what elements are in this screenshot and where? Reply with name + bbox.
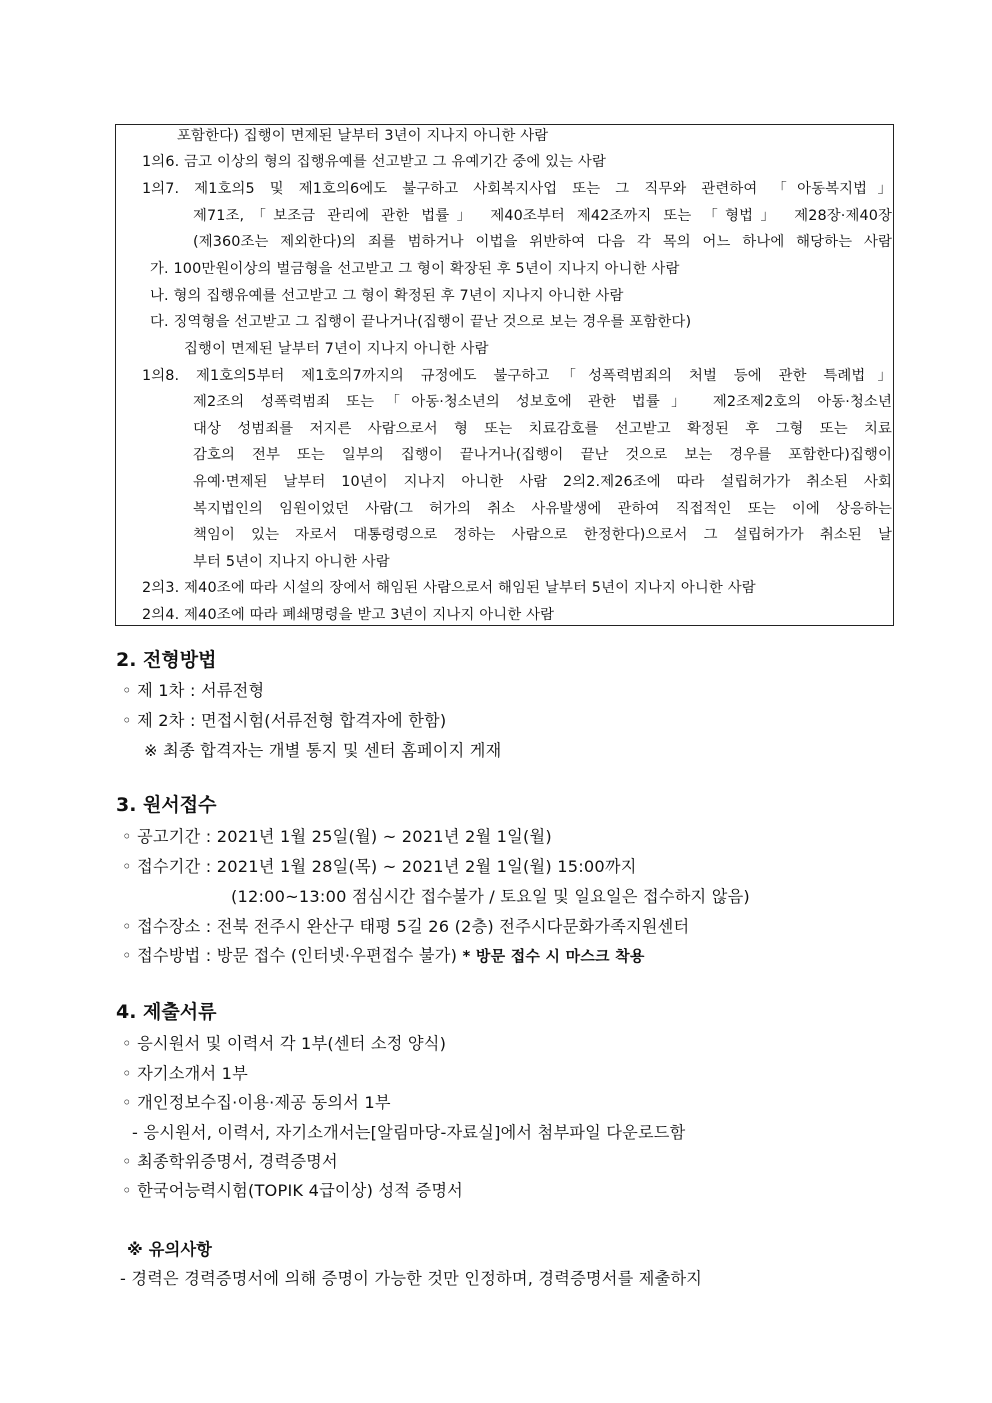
- section-title-selection: 2. 전형방법: [116, 649, 217, 671]
- section-title-application: 3. 원서접수: [116, 794, 217, 816]
- box-line: 대상 성범죄를 저지른 사람으로서 형 또는 치료감호를 선고받고 확정된 후 그형 또는 치료: [193, 421, 892, 437]
- box-line: 책임이 있는 자로서 대통령령으로 정하는 사람으로 한정한다)으로서 그 설립허가가 취소된 날: [193, 527, 892, 543]
- mask-notice: * 방문 접수 시 마스크 착용: [462, 947, 645, 965]
- document-download-note: - 응시원서, 이력서, 자기소개서는[알림마당-자료실]에서 첨부파일 다운로드함: [132, 1123, 686, 1142]
- document-item: ◦ 응시원서 및 이력서 각 1부(센터 소정 양식): [122, 1034, 447, 1053]
- box-line: 1의8. 제1호의5부터 제1호의7까지의 규정에도 불구하고「성폭력범죄의 처벌 등에 관한 특례법」: [142, 368, 892, 384]
- application-period-note: (12:00~13:00 점심시간 접수불가 / 토요일 및 일요일은 접수하지 않음): [231, 887, 750, 906]
- application-period: ◦ 접수기간 : 2021년 1월 28일(목) ~ 2021년 2월 1일(월) 15:00까지: [122, 857, 637, 876]
- document-item: ◦ 자기소개서 1부: [122, 1064, 248, 1083]
- box-line: 1의7. 제1호의5 및 제1호의6에도 불구하고 사회복지사업 또는 그 직무와 관련하여 「아동복지법」: [142, 181, 892, 197]
- document-item: ◦ 개인정보수집·이용·제공 동의서 1부: [122, 1093, 391, 1112]
- box-line: 부터 5년이 지나지 아니한 사람: [193, 554, 390, 570]
- application-place: ◦ 접수장소 : 전북 전주시 완산구 태평 5길 26 (2층) 전주시다문화가족지원센터: [122, 917, 690, 936]
- document-item: ◦ 최종학위증명서, 경력증명서: [122, 1152, 338, 1171]
- box-line: 2의3. 제40조에 따라 시설의 장에서 해임된 사람으로서 해임된 날부터 5년이 지나지 아니한 사람: [142, 580, 756, 596]
- selection-note: ※ 최종 합격자는 개별 통지 및 센터 홈페이지 게재: [144, 741, 502, 760]
- box-line: 2의4. 제40조에 따라 폐쇄명령을 받고 3년이 지나지 아니한 사람: [142, 607, 555, 623]
- section-title-documents: 4. 제출서류: [116, 1001, 217, 1023]
- notice-period: ◦ 공고기간 : 2021년 1월 25일(월) ~ 2021년 2월 1일(월): [122, 827, 552, 846]
- application-method: [122, 945, 645, 967]
- box-line: 가. 100만원이상의 벌금형을 선고받고 그 형이 확장된 후 5년이 지나지 아니한 사람: [150, 261, 680, 277]
- box-line: 다. 징역형을 선고받고 그 집행이 끝나거나(집행이 끝난 것으로 보는 경우를 포함한다): [150, 314, 692, 330]
- box-line: 유예·면제된 날부터 10년이 지나지 아니한 사람 2의2.제26조에 따라 설립허가가 취소된 사회: [193, 474, 892, 490]
- box-line: (제360조는 제외한다)의 죄를 범하거나 이법을 위반하여 다음 각 목의 어느 하나에 해당하는 사람: [193, 234, 892, 250]
- selection-step-1: ◦ 제 1차 : 서류전형: [122, 681, 265, 700]
- box-line: 제2조의 성폭력범죄 또는「아동·청소년의 성보호에 관한 법률」 제2조제2호의 아동·청소년: [193, 394, 892, 410]
- notes-line: - 경력은 경력증명서에 의해 증명이 가능한 것만 인정하며, 경력증명서를 제출하지: [120, 1269, 703, 1288]
- box-line: 제71조,「보조금 관리에 관한 법률」 제40조부터 제42조까지 또는 「형법」 제28장·제40장: [193, 208, 892, 224]
- application-method-text: ◦ 접수방법 : 방문 접수 (인터넷·우편접수 불가): [122, 946, 458, 965]
- box-line: 감호의 전부 또는 일부의 집행이 끝나거나(집행이 끝난 것으로 보는 경우를 포함한다)집행이: [193, 447, 892, 463]
- document-item: ◦ 한국어능력시험(TOPIK 4급이상) 성적 증명서: [122, 1181, 463, 1200]
- selection-step-2: ◦ 제 2차 : 면접시험(서류전형 합격자에 한함): [122, 711, 447, 730]
- box-line: 복지법인의 임원이었던 사람(그 허가의 취소 사유발생에 관하여 직접적인 또는 이에 상응하는: [193, 501, 892, 517]
- notes-title: ※ 유의사항: [127, 1240, 213, 1259]
- box-line: 나. 형의 집행유예를 선고받고 그 형이 확정된 후 7년이 지나지 아니한 사람: [150, 288, 624, 304]
- box-line: 1의6. 금고 이상의 형의 집행유예를 선고받고 그 유예기간 중에 있는 사람: [142, 154, 607, 170]
- box-line: 포함한다) 집행이 면제된 날부터 3년이 지나지 아니한 사람: [177, 128, 549, 144]
- box-line: 집행이 면제된 날부터 7년이 지나지 아니한 사람: [184, 341, 489, 357]
